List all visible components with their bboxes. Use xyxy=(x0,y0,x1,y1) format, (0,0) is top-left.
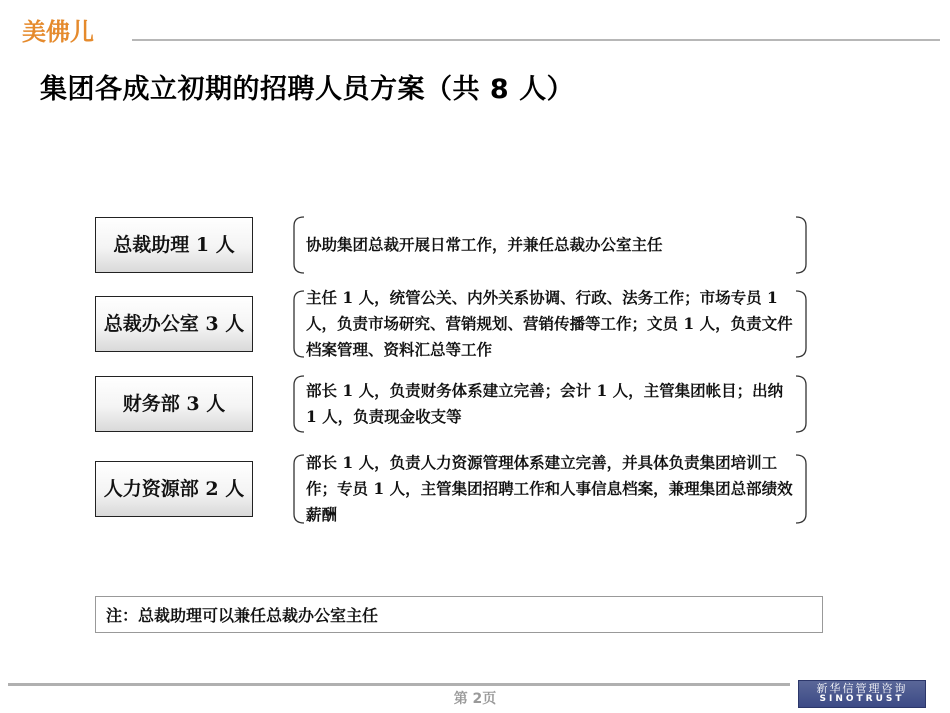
footer-company-name-en: SINOTRUST xyxy=(819,694,905,704)
right-bracket-icon xyxy=(794,216,808,274)
role-description-text: 协助集团总裁开展日常工作，并兼任总裁办公室主任 xyxy=(306,235,663,254)
company-logo-graphic xyxy=(22,18,132,44)
footer-company-name-cn: 新华信管理咨询 xyxy=(816,682,908,695)
role-box-hr xyxy=(95,461,253,517)
role-box-assistant xyxy=(95,217,253,273)
role-label: 财务部 3 人 xyxy=(122,393,226,415)
role-description-text: 部长 1 人，负责财务体系建立完善；会计 1 人，主管集团帐目；出纳 1 人，负责现金收支等 xyxy=(306,381,784,426)
right-bracket-icon xyxy=(794,375,808,433)
company-logo xyxy=(22,18,132,44)
role-label: 总裁助理 1 人 xyxy=(113,234,235,256)
role-description-office xyxy=(292,290,808,358)
role-box-finance xyxy=(95,376,253,432)
company-logo-text: 美佛儿 xyxy=(22,18,94,44)
note-text: 注：总裁助理可以兼任总裁办公室主任 xyxy=(106,606,379,625)
role-description-text: 主任 1 人，统管公关、内外关系协调、行政、法务工作；市场专员 1 人，负责市场研究、营销规划、营销传播等工作；文员 1 人，负责文件档案管理、资料汇总等工作 xyxy=(306,288,793,359)
page-number: 第 2页 xyxy=(453,691,497,707)
note-box xyxy=(95,596,823,633)
left-bracket-icon xyxy=(292,216,306,274)
footer-company-logo xyxy=(798,680,926,708)
left-bracket-icon xyxy=(292,454,306,524)
role-description-finance xyxy=(292,375,808,433)
role-description-assistant xyxy=(292,216,808,274)
page-title: 集团各成立初期的招聘人员方案（共 8 人） xyxy=(40,74,575,105)
role-label: 人力资源部 2 人 xyxy=(103,478,245,500)
role-description-hr xyxy=(292,454,808,524)
left-bracket-icon xyxy=(292,290,306,358)
right-bracket-icon xyxy=(794,454,808,524)
footer-rule xyxy=(8,683,790,686)
role-box-office xyxy=(95,296,253,352)
role-label: 总裁办公室 3 人 xyxy=(103,313,245,335)
header-rule xyxy=(132,39,940,41)
role-description-text: 部长 1 人，负责人力资源管理体系建立完善，并具体负责集团培训工作；专员 1 人，主管集团招聘工作和人事信息档案，兼理集团总部绩效薪酬 xyxy=(306,453,793,524)
right-bracket-icon xyxy=(794,290,808,358)
left-bracket-icon xyxy=(292,375,306,433)
